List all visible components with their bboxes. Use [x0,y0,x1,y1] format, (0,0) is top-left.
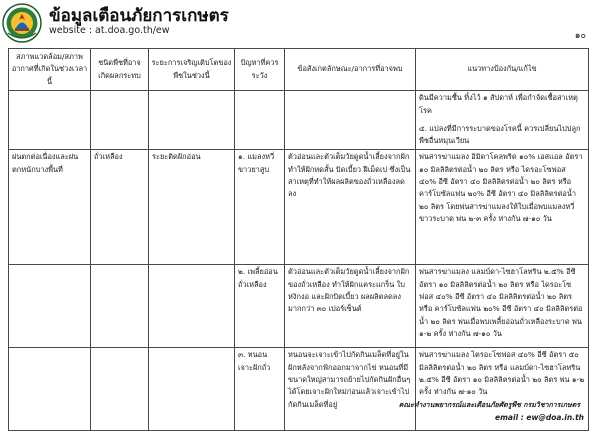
table-cell [285,91,416,150]
table-cell [149,91,235,150]
page-header [0,0,600,46]
problem-cell: ๑. แมลงหวี่ขาวยาสูบ [235,150,285,265]
weather-cell [9,265,91,348]
column-header-crop: ชนิดพืชที่อาจเกิดผลกระทบ [91,49,149,91]
table-row [9,150,589,265]
column-header-problem: ปัญหาที่ควรระวัง [235,49,285,91]
table-row [9,91,589,150]
weather-cell: ฝนตกต่อเนื่องและฝนตกหนักบางพื้นที่ [9,150,91,265]
page-title: ข้อมูลเตือนภัยการเกษตร [49,6,229,26]
remedy-line: ๔. แปลงที่มีการระบาดของโรคนี้ ควรเปลี่ยนไปปลูกพืชอื่นหมุนเวียน [419,124,581,146]
table-cell [235,91,285,150]
stage-cell [149,265,235,348]
column-header-symptom: ข้อสังเกตลักษณะ/อาการที่อาจพบ [285,49,416,91]
remedy-line: ดินมีความชื้น ทิ้งไว้ ๑ สัปดาห์ เพื่อกำจัดเชื้อสาเหตุโรค [419,93,578,115]
crop-cell [91,348,149,431]
symptom-cell: ตัวอ่อนและตัวเต็มวัยดูดน้ำเลี้ยงจากฝักของถั่วเหลือง ทำให้ฝักแคระแกร็น ใบหงิกงอ และฝักบิดเบี้ยว ผลผลิตลดลงมากกว่า ๓๐ เปอร์เซ็นต์ [285,265,416,348]
remedy-cell: พ่นสารฆ่าแมลง ไตรอะโซฟอส ๔๐% อีซี อัตรา ๕๐ มิลลิลิตรต่อน้ำ ๒๐ ลิตร หรือ แลมบ์ดา-ไซฮาโลทริน ๒.๕% อีซี อัตรา ๑๐ มิลลิลิตรต่อน้ำ ๒๐ ลิตร พ่น ๑-๒ ครั้ง ห่างกัน ๗-๑๐ วัน [416,348,589,431]
remedy-cell: พ่นสารฆ่าแมลง อิมิดาโคลพริด ๑๐% เอสแอล อัตรา ๑๐ มิลลิลิตรต่อน้ำ ๒๐ ลิตร หรือ ไดรอะโซฟอส ๔๐% อีซี อัตรา ๔๐ มิลลิลิตรต่อน้ำ ๒๐ ลิตร หรือ คาร์โบซัลแฟน ๒๐% อีซี อัตรา ๔๐ มิลลิลิตรต่อน้ำ ๒๐ ลิตร โดยพ่นสารฆ่าแมลงให้ใบเมื่อพบแมลงหวี่ขาวระบาด พ่น ๒-๓ ครั้ง ห่างกัน ๗-๑๐ วัน [416,150,589,265]
column-header-remedy: แนวทางป้องกัน/แก้ไข [416,49,589,91]
problem-cell: ๒. เพลี้ยอ่อนถั่วเหลือง [235,265,285,348]
table-cell [91,91,149,150]
remedy-cell [416,91,589,150]
page-number: ๑๐ [574,31,586,41]
symptom-cell: ตัวอ่อนและตัวเต็มวัยดูดน้ำเลี้ยงจากฝัก ทำให้ฝักหดสั้น บิดเบี้ยว ฝีเม็ดเบ่ ซึ่งเป็นสาเหตุที่ทำให้ผลผลิตของถั่วเหลืองลดลง [285,150,416,265]
contact-email[interactable]: email : ew@doa.in.th [495,413,584,422]
stage-cell: ระยะติดฝักอ่อน [149,150,235,265]
problem-cell: ๓. หนอนเจาะฝักถั่ว [235,348,285,431]
stage-cell [149,348,235,431]
table-header-row [9,49,589,91]
credit-line: คณะทำงานพยากรณ์และเตือนภัยศัตรูพืช กรมวิชาการเกษตร [398,401,580,409]
website-link[interactable]: website : at.doa.go.th/ew [49,25,170,36]
warning-table [8,48,589,431]
department-logo [2,3,42,43]
remedy-cell: พ่นสารฆ่าแมลง แลมบ์ดา-ไซฮาโลทริน ๒.๕% อีซี อัตรา ๑๐ มิลลิลิตรต่อน้ำ ๒๐ ลิตร หรือ ไดรอะโซฟอส ๔๐% อีซี อัตรา ๔๐ มิลลิลิตรต่อน้ำ ๒๐ ลิตร หรือ คาร์โบซัลแฟน ๒๐% อีซี อัตรา ๔๐ มิลลิลิตรต่อน้ำ ๒๐ ลิตร พ่นเมื่อพบเพลี้ยอ่อนถั่วเหลืองระบาด พ่น ๑-๒ ครั้ง ห่างกัน ๗-๑๐ วัน [416,265,589,348]
table-cell [9,91,91,150]
crop-cell [91,265,149,348]
column-header-stage: ระยะการเจริญเติบโตของพืชในช่วงนี้ [149,49,235,91]
symptom-cell: หนอนจะเจาะเข้าไปกัดกินเมล็ดที่อยู่ในฝักหลังจากฟักออกมาจากไข่ หนอนที่มีขนาดใหญ่สามารถย้ายไปกัดกินฝักอื่นๆ ได้โดยเจาะฝักใหม่ก่อนแล้วเจาะเข้าไปกัดกินเมล็ดที่อยู่ [285,348,416,431]
crop-cell: ถั่วเหลือง [91,150,149,265]
table-row [9,265,589,348]
weather-cell [9,348,91,431]
column-header-weather: สภาพแวดล้อม/สภาพอากาศที่เกิดในช่วงเวลานี้ [9,49,91,91]
